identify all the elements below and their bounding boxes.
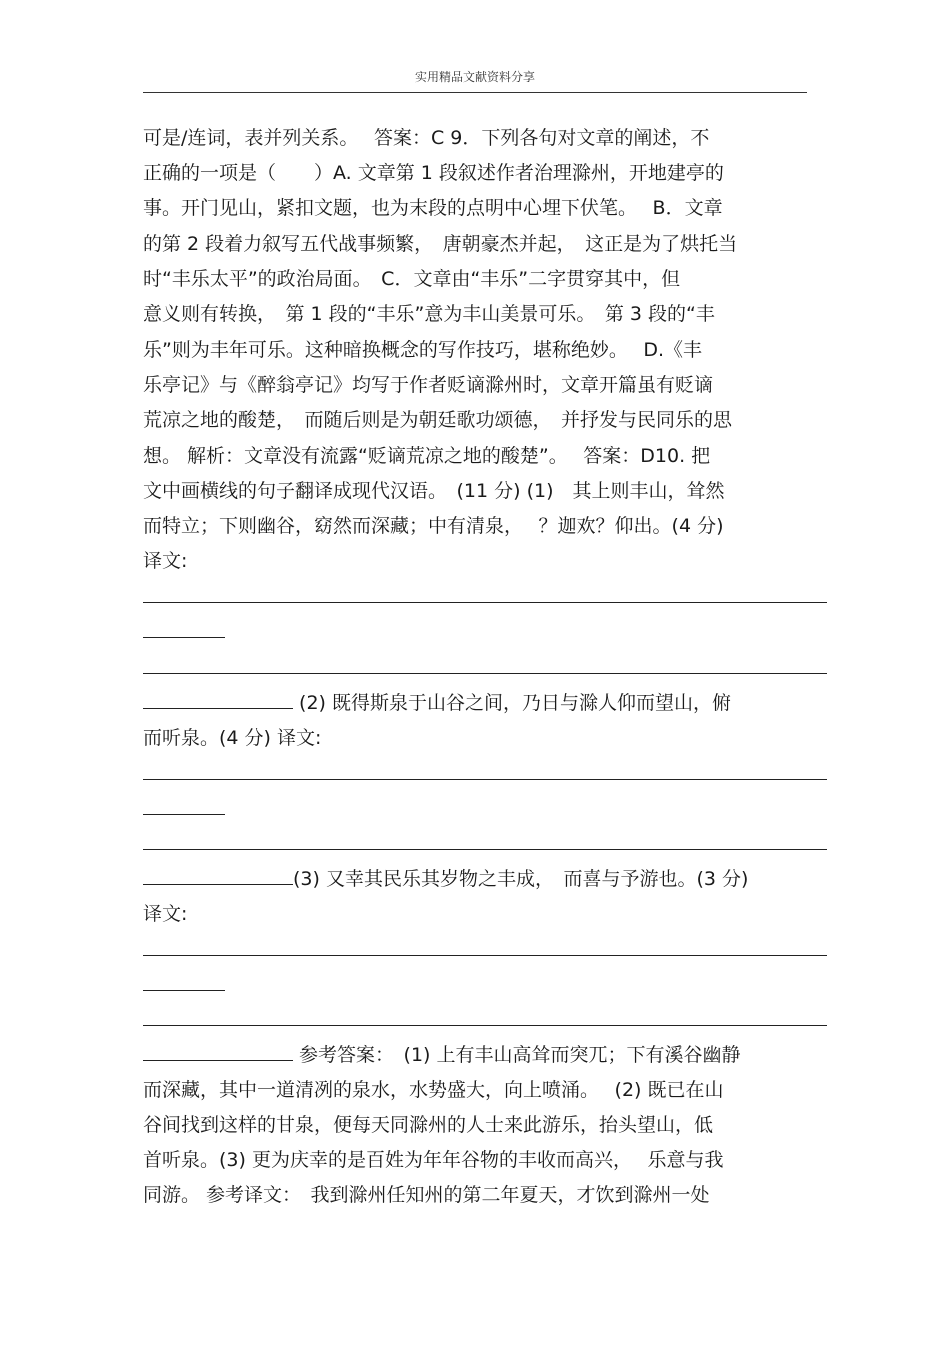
text-line: 可是/连词，表并列关系。 答案：C 9．下列各句对文章的阐述，不 xyxy=(143,127,710,149)
underline xyxy=(143,762,827,780)
underline xyxy=(143,867,293,885)
text-line: (3) 又幸其民乐其岁物之丰成， 而喜与予游也。(3 分) xyxy=(293,868,749,890)
text-line-with-blank xyxy=(143,867,748,891)
answer-blank xyxy=(143,938,827,962)
answer-blank xyxy=(143,656,827,680)
underline xyxy=(143,973,225,991)
text-line: 的第 2 段着力叙写五代战事频繁， 唐朝豪杰并起， 这正是为了烘托当 xyxy=(143,233,738,255)
text-line: 乐亭记》与《醉翁亭记》均写于作者贬谪滁州时，文章开篇虽有贬谪 xyxy=(143,374,714,396)
text-line: 谷间找到这样的甘泉，便每天同滁州的人士来此游乐，抬头望山，低 xyxy=(143,1114,714,1136)
underline xyxy=(143,691,293,709)
header-title: 实用精品文献资料分享 xyxy=(414,70,535,84)
text-line: 而听泉。(4 分) 译文: xyxy=(143,727,322,749)
text-line: 文中画横线的句子翻译成现代汉语。 (11 分) (1) 其上则丰山，耸然 xyxy=(143,480,725,502)
text-line: 事。开门见山，紧扣文题，也为末段的点明中心埋下伏笔。 B．文章 xyxy=(143,197,723,219)
text-line: 荒凉之地的酸楚， 而随后则是为朝廷歌功颂德， 并抒发与民同乐的思 xyxy=(143,409,733,431)
text-line: 译文: xyxy=(143,550,188,572)
text-line: 首听泉。(3) 更为庆幸的是百姓为年年谷物的丰收而高兴， 乐意与我 xyxy=(143,1149,724,1171)
text-line-with-blank xyxy=(143,691,731,715)
underline xyxy=(143,797,225,815)
answer-blank xyxy=(143,973,225,997)
page-header xyxy=(143,66,807,93)
answer-blank xyxy=(143,620,225,644)
answer-blank xyxy=(143,832,827,856)
underline xyxy=(143,585,827,603)
text-line: 乐”则为丰年可乐。这种暗换概念的写作技巧，堪称绝妙。 D.《丰 xyxy=(143,339,703,361)
answer-blank xyxy=(143,797,225,821)
underline xyxy=(143,938,827,956)
text-line: 意义则有转换， 第 1 段的“丰乐”意为丰山美景可乐。 第 3 段的“丰 xyxy=(143,303,715,325)
text-line: 参考答案： (1) 上有丰山高耸而突兀；下有溪谷幽静 xyxy=(299,1044,741,1066)
text-line: 正确的一项是（ ）A. 文章第 1 段叙述作者治理滁州，开地建亭的 xyxy=(143,162,724,184)
text-line: 同游。 参考译文： 我到滁州任知州的第二年夏天，才饮到滁州一处 xyxy=(143,1184,710,1206)
text-line: 而深藏，其中一道清冽的泉水，水势盛大，向上喷涌。 (2) 既已在山 xyxy=(143,1079,724,1101)
text-line: 想。 解析：文章没有流露“贬谪荒凉之地的酸楚”。 答案：D10. 把 xyxy=(143,445,711,467)
text-line: 译文: xyxy=(143,903,188,925)
answer-blank xyxy=(143,1008,827,1032)
underline xyxy=(143,832,827,850)
answer-blank xyxy=(143,762,827,786)
answer-blank xyxy=(143,585,827,609)
underline xyxy=(143,656,827,674)
text-line: 时“丰乐太平”的政治局面。 C．文章由“丰乐”二字贯穿其中，但 xyxy=(143,268,681,290)
text-line-with-blank xyxy=(143,1043,741,1067)
underline xyxy=(143,1043,293,1061)
text-line: 而特立；下则幽谷，窈然而深藏；中有清泉， ？迦欢？仰出。(4 分) xyxy=(143,515,724,537)
text-line: (2) 既得斯泉于山谷之间，乃日与滁人仰而望山，俯 xyxy=(299,692,732,714)
underline xyxy=(143,1008,827,1026)
underline xyxy=(143,620,225,638)
